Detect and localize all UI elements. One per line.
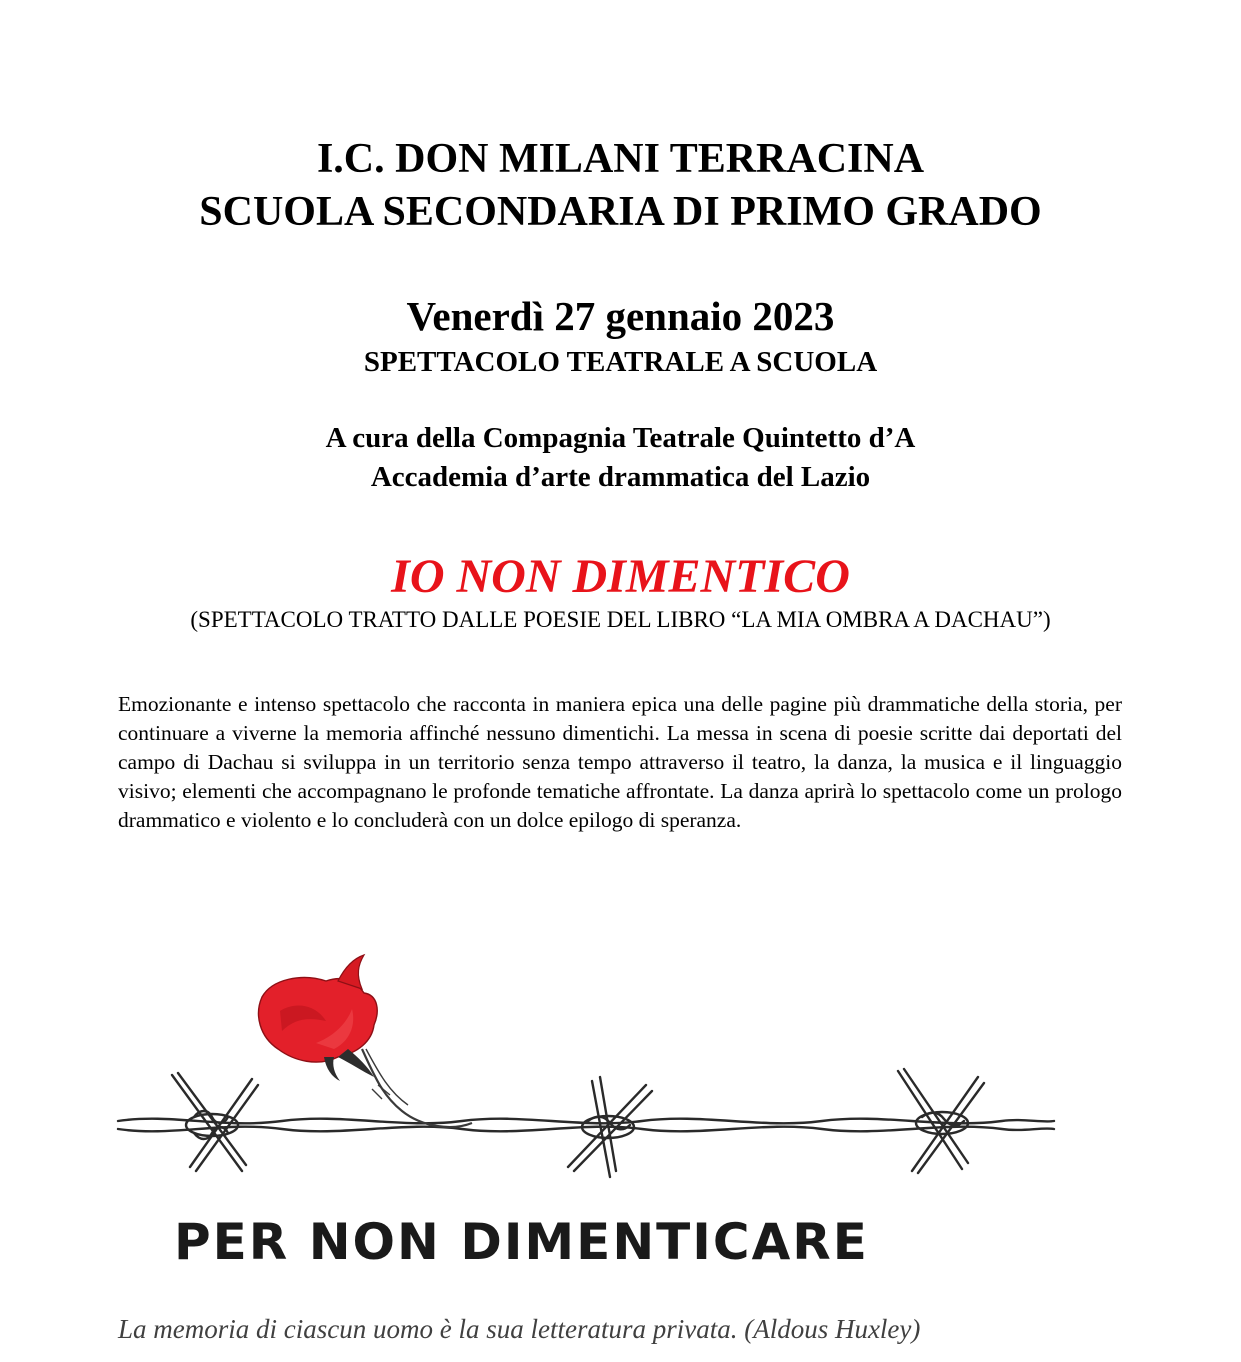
event-date: Venerdì 27 gennaio 2023 xyxy=(406,293,835,339)
show-description: Emozionante e intenso spettacolo che racconta in maniera epica una delle pagine più drammatiche della storia, per continuare a viverne la memoria affinché nessuno dimentichi. La messa in scena di poesie scritte dai deportati del campo di Dachau si sviluppa in un territorio senza tempo attraverso il teatro, la danza, la musica e il linguaggio visivo; elementi che accompagnano le profonde tematiche affrontate. La danza aprirà lo spettacolo come un prologo drammatico e violento e lo concluderà con un dolce epilogo di speranza. xyxy=(118,692,1122,832)
illustration-caption: PER NON DIMENTICARE xyxy=(174,1213,869,1271)
show-title: IO NON DIMENTICO xyxy=(391,550,850,603)
school-type: SCUOLA SECONDARIA DI PRIMO GRADO xyxy=(199,189,1042,235)
author-quote: La memoria di ciascun uomo è la sua letteratura privata. (Aldous Huxley) xyxy=(118,1314,921,1344)
red-rose-icon xyxy=(259,955,472,1127)
show-subtitle: (SPETTACOLO TRATTO DALLE POESIE DEL LIBRO “LA MIA OMBRA A DACHAU”) xyxy=(190,607,1051,632)
per-non-dimenticare-illustration xyxy=(112,945,1062,1275)
organizer-company: A cura della Compagnia Teatrale Quintetto d’A xyxy=(325,422,916,454)
event-type: SPETTACOLO TEATRALE A SCUOLA xyxy=(363,346,878,378)
school-name: I.C. DON MILANI TERRACINA xyxy=(316,136,925,182)
barb-knot-1 xyxy=(172,1073,258,1171)
organizer-academy: Accademia d’arte drammatica del Lazio xyxy=(370,461,871,493)
barbed-wire-icon xyxy=(118,1069,1054,1177)
